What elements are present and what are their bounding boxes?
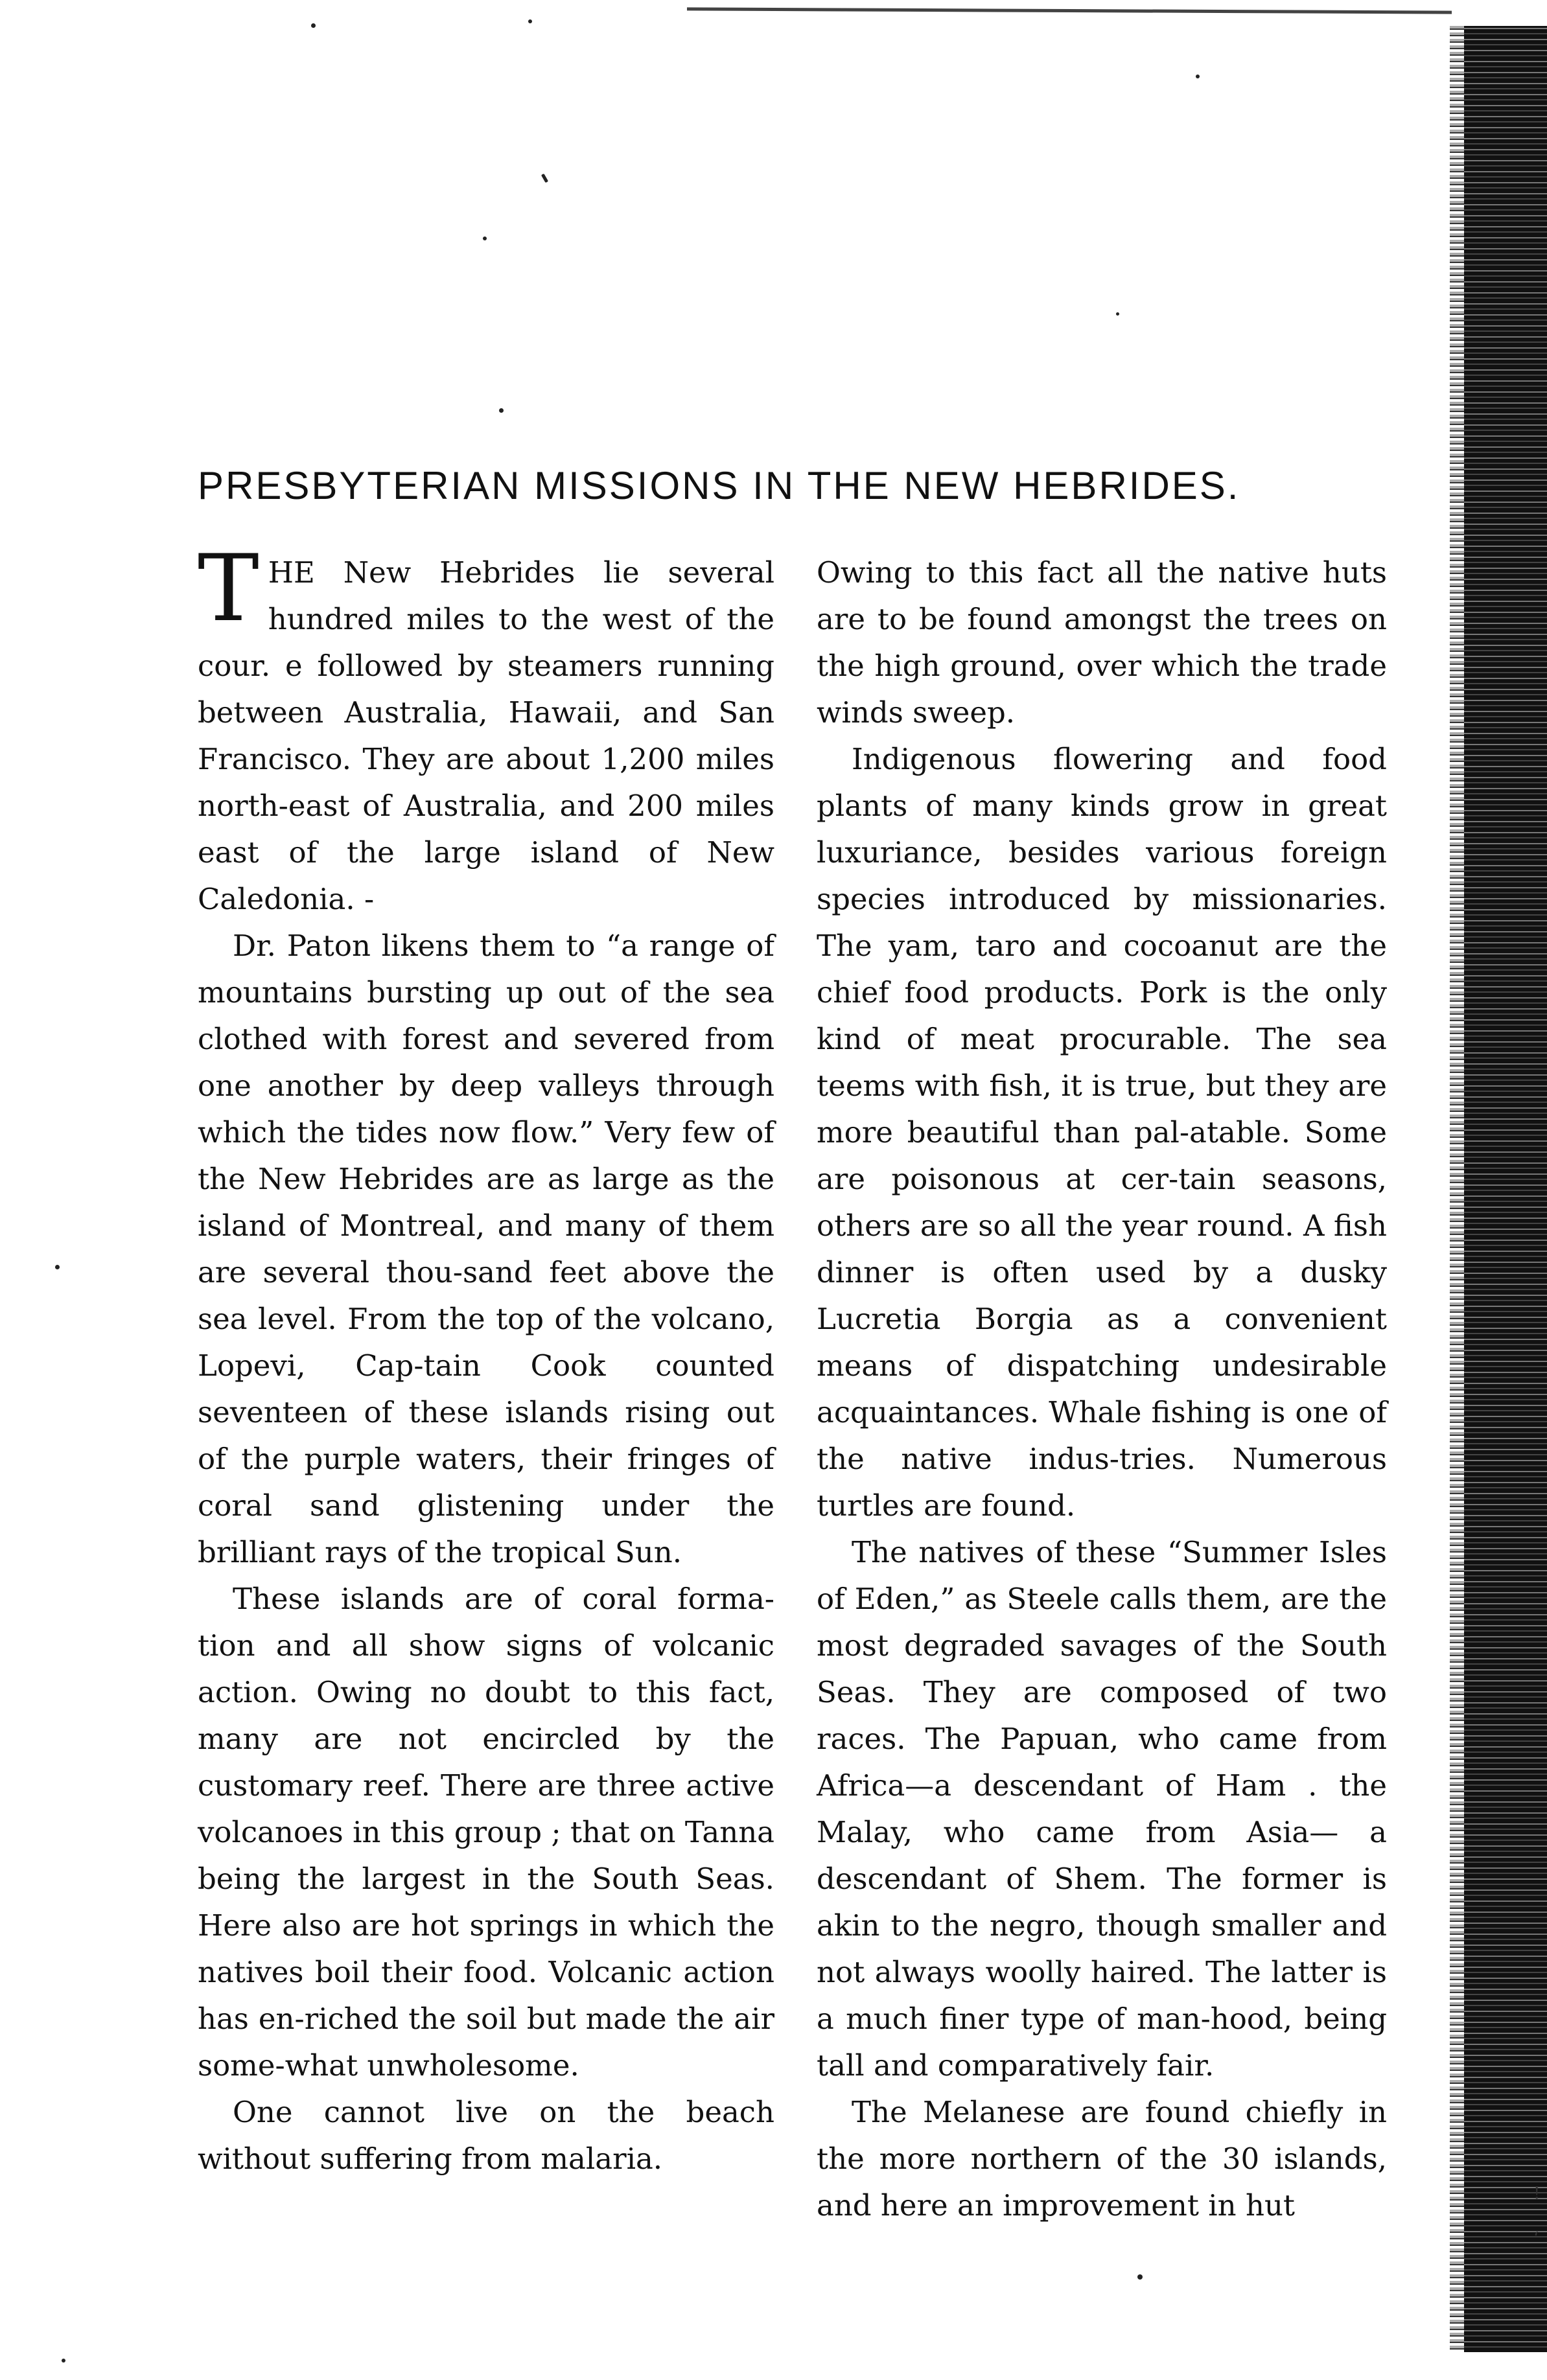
- article-title: PRESBYTERIAN MISSIONS IN THE NEW HEBRIDES.: [198, 464, 1240, 507]
- left-paragraph-1: [198, 535, 774, 923]
- right-paragraph-4: The Melanese are found chiefly in the more northern of the 30 islands, and here an improvement in hut: [817, 2095, 1387, 2223]
- scan-speck: [311, 23, 316, 28]
- left-paragraph-4: One cannot live on the beach without suffering from malaria.: [198, 2095, 774, 2176]
- scan-speck: [62, 2359, 65, 2363]
- scan-speck: [1116, 312, 1119, 316]
- scan-speck: [541, 174, 548, 183]
- scan-speck: [1196, 75, 1200, 78]
- drop-cap: T: [198, 535, 259, 642]
- left-column: [198, 535, 774, 2182]
- left-paragraph-3: These islands are of coral forma-tion and all show signs of volcanic action. Owing no doubt to this fact, many are not encircled by the customary reef. There are three active volcanoes in this group ; that on Tanna being the largest in the South Seas. Here also are hot springs in which the natives boil their food. Volcanic action has en-riched the soil but made the air some-what unwholesome.: [198, 1582, 774, 2083]
- binding-spine-edge: [1450, 26, 1547, 2352]
- scan-speck: [499, 408, 504, 413]
- margin-mark: ‘: [1533, 2229, 1539, 2248]
- left-paragraph-1-text: HE New Hebrides lie several hundred miles to the west of the cour. e followed by steamers running between Australia, Hawaii, and San Francisco. They are about 1,200 miles north-east of Australia, and 200 miles east of the large island of New Caledonia. -: [198, 555, 774, 916]
- left-paragraph-2: Dr. Paton likens them to “a range of mountains bursting up out of the sea clothed with forest and severed from one another by deep valleys through which the tides now flow.” Very few of the New Hebrides are as large as the island of Montreal, and many of them are several thou-sand feet above the sea level. From the top of the volcano, Lopevi, Cap-tain Cook counted seventeen of these islands rising out of the purple waters, their fringes of coral sand glistening under the brilliant rays of the tropical Sun.: [198, 929, 774, 1569]
- right-paragraph-1: Owing to this fact all the native huts are to be found amongst the trees on the high ground, over which the trade winds sweep.: [817, 555, 1387, 730]
- scan-speck: [55, 1265, 60, 1269]
- right-paragraph-2: Indigenous flowering and food plants of many kinds grow in great luxuriance, besides various foreign species introduced by missionaries. The yam, taro and cocoanut are the chief food products. Pork is the only kind of meat procurable. The sea teems with fish, it is true, but they are more beautiful than pal-atable. Some are poisonous at cer-tain seasons, others are so all the year round. A fish dinner is often used by a dusky Lucretia Borgia as a convenient means of dispatching undesirable acquaintances. Whale fishing is one of the native indus-tries. Numerous turtles are found.: [817, 742, 1387, 1523]
- top-edge-rule: [687, 7, 1452, 14]
- scan-speck: [1137, 2274, 1143, 2280]
- right-column: [817, 549, 1387, 2229]
- scan-speck: [483, 237, 487, 240]
- right-paragraph-3: The natives of these “Summer Isles of Eden,” as Steele calls them, are the most degraded savages of the South Seas. They are composed of two races. The Papuan, who came from Africa—a descendant of Ham . the Malay, who came from Asia— a descendant of Shem. The former is akin to the negro, though smaller and not always woolly haired. The latter is a much finer type of man-hood, being tall and comparatively fair.: [817, 1535, 1387, 2083]
- margin-mark: !: [1533, 2184, 1541, 2203]
- scan-speck: [528, 19, 532, 23]
